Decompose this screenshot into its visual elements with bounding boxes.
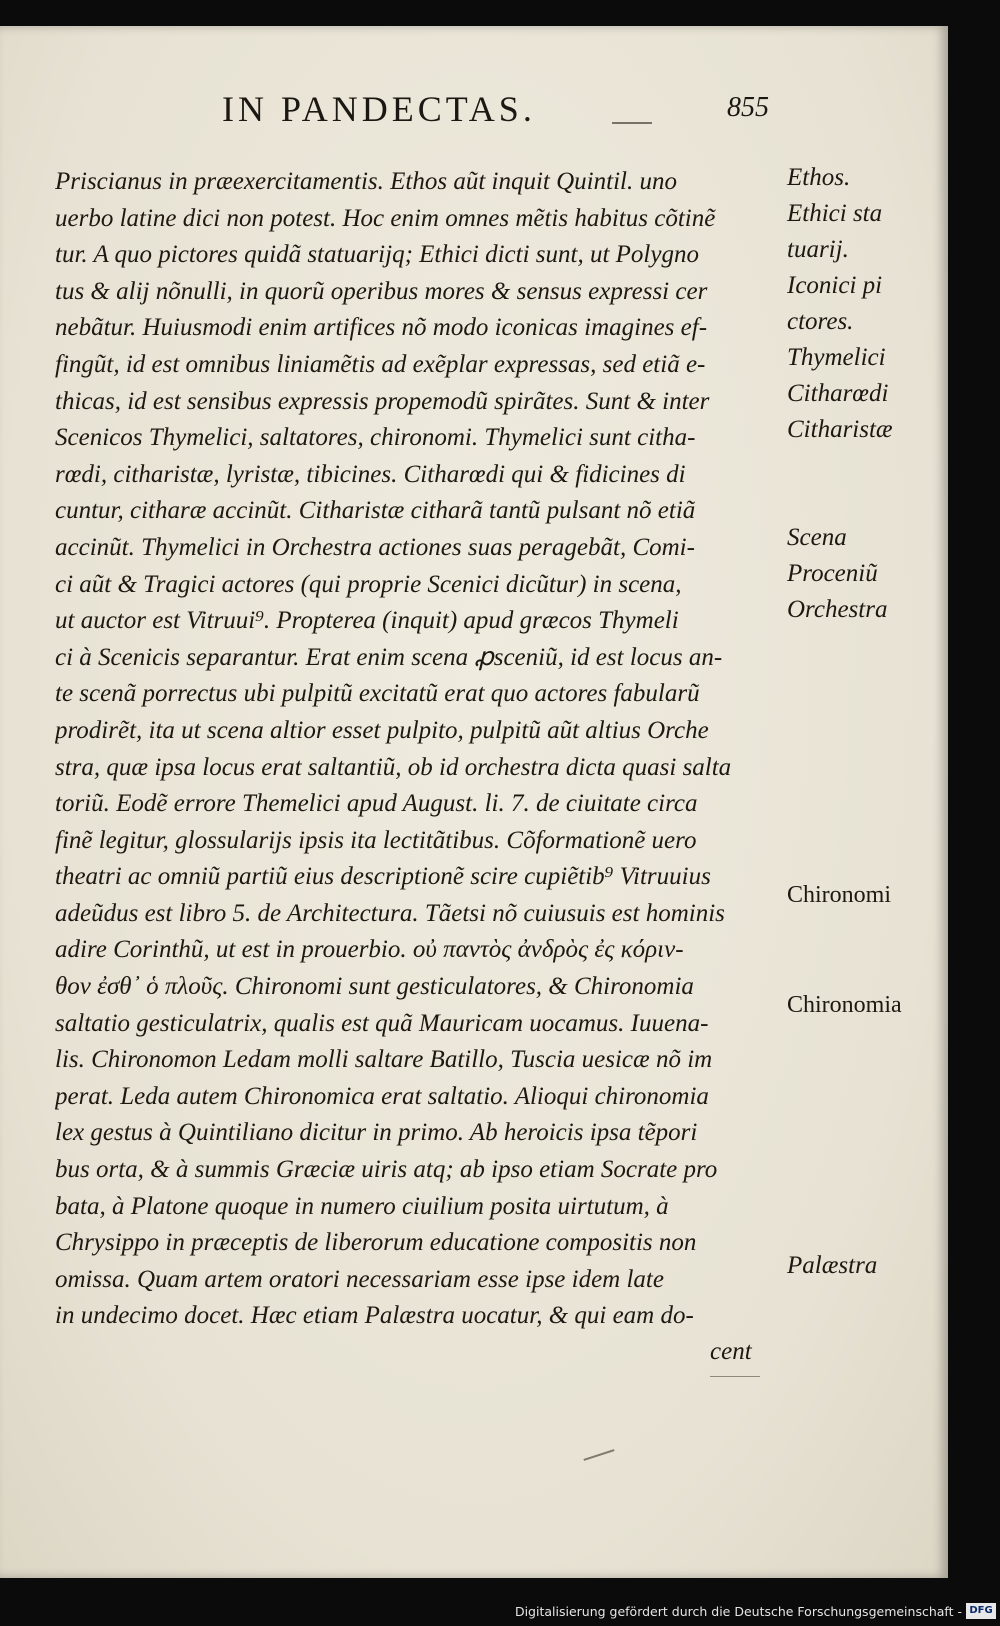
text-line: Chrysippo in præceptis de liberorum educatione compositis non [55, 1229, 697, 1257]
margin-note: Proceniũ [787, 560, 878, 587]
text-line: te scenã porrectus ubi pulpitũ excitatũ erat quo actores fabularũ [55, 680, 700, 708]
text-line: lis. Chironomon Ledam molli saltare Batillo, Tuscia uesicæ nõ im [55, 1046, 713, 1074]
book-page [0, 26, 948, 1578]
text-line: fingũt, id est omnibus liniamẽtis ad exẽplar expressas, sed etiã e- [55, 350, 706, 378]
text-line: rœdi, citharistæ, lyristæ, tibicines. Citharœdi qui & fidicines di [55, 460, 686, 488]
text-line: ci aũt & Tragici actores (qui proprie Scenici dicũtur) in scena, [55, 570, 682, 598]
text-line: in undecimo docet. Hæc etiam Palæstra uocatur, & qui eam do- [55, 1302, 694, 1330]
text-line: perat. Leda autem Chironomica erat saltatio. Alioqui chironomia [55, 1082, 709, 1110]
text-line: finẽ legitur, glossularijs ipsis ita lectitãtibus. Cõformationẽ uero [55, 826, 697, 854]
text-line: accinũt. Thymelici in Orchestra actiones suas peragebãt, Comi- [55, 533, 695, 561]
text-line: Priscianus in præexercitamentis. Ethos aũt inquit Quintil. uno [55, 168, 677, 195]
running-title: IN PANDECTAS. [222, 89, 536, 129]
text-line: uerbo latine dici non potest. Hoc enim omnes mẽtis habitus cõtinẽ [55, 204, 716, 232]
main-text-block [55, 164, 755, 1335]
catchword: cent [710, 1338, 752, 1365]
margin-note: tuarij. [787, 236, 849, 263]
page-number: 855 [727, 92, 769, 123]
text-line: tur. A quo pictores quidã statuarijq; Ethici dicti sunt, ut Polygno [55, 241, 699, 269]
text-line: theatri ac omniũ partiũ eius descriptionẽ scire cupiẽtib⁹ Vitruuius [55, 863, 711, 891]
page-header [0, 88, 948, 138]
margin-note: Iconici pi [787, 272, 883, 299]
text-line: ut auctor est Vitruui⁹. Propterea (inquit) apud græcos Thymeli [55, 607, 679, 635]
text-line: tus & alij nõnulli, in quorũ operibus mores & sensus expressi cer [55, 277, 708, 305]
text-line: stra, quæ ipsa locus erat saltantiũ, ob id orchestra dicta quasi salta [55, 753, 732, 781]
text-line: adeũdus est libro 5. de Architectura. Tãetsi nõ cuiusuis est hominis [55, 899, 725, 927]
margin-note: ctores. [787, 308, 854, 335]
margin-note: Ethos. [787, 164, 851, 191]
text-line: nebãtur. Huiusmodi enim artifices nõ modo iconicas imagines ef- [55, 314, 708, 342]
catchword-rule [710, 1376, 760, 1377]
text-line: lex gestus à Quintiliano dicitur in primo. Ab heroicis ipsa tẽpori [55, 1119, 698, 1147]
margin-note: Chironomia [787, 992, 902, 1018]
margin-note: Chironomi [787, 882, 892, 908]
text-line: bus orta, & à summis Græciæ uiris atq; ab ipso etiam Socrate pro [55, 1156, 718, 1184]
text-line: bata, à Platone quoque in numero ciuilium posita uirtutum, à [55, 1192, 669, 1220]
text-line: thicas, id est sensibus expressis propemodũ spirãtes. Sunt & inter [55, 387, 710, 415]
funding-credit: Digitalisierung gefördert durch die Deutsche Forschungsgemeinschaft - [514, 1604, 962, 1619]
digitization-footer [0, 1600, 1000, 1626]
text-line: prodirẽt, ita ut scena altior esset pulpito, pulpitũ aũt altius Orche [55, 716, 709, 744]
text-line: adire Corinthũ, ut est in prouerbio. οὐ παντὸς ἀνδρὸς ἐς κόριν- [55, 936, 684, 964]
margin-note: Citharistæ [787, 416, 893, 443]
text-line: θον ἐσθ᾽ ὁ πλοῦς. Chironomi sunt gesticulatores, & Chironomia [55, 973, 694, 1001]
margin-note: Palæstra [787, 1252, 878, 1279]
text-line: Scenicos Thymelici, saltatores, chironomi. Thymelici sunt citha- [55, 424, 696, 452]
text-line: omissa. Quam artem oratori necessariam esse ipse idem late [55, 1265, 664, 1293]
margin-note: Thymelici [787, 344, 886, 371]
margin-note: Orchestra [787, 596, 888, 623]
ink-mark [583, 1449, 614, 1461]
text-line: saltatio gesticulatrix, qualis est quã Mauricam uocamus. Iuuena- [55, 1009, 709, 1037]
text-line: ci à Scenicis separantur. Erat enim scena ꝓsceniũ, id est locus an- [55, 643, 723, 671]
text-line: toriũ. Eodẽ errore Themelici apud August. li. 7. de ciuitate circa [55, 790, 698, 818]
margin-note: Scena [787, 524, 847, 551]
ornament-dash [612, 122, 652, 124]
dfg-logo: DFG [966, 1603, 996, 1619]
text-line: cuntur, citharæ accinũt. Citharistæ citharã tantũ pulsant nõ etiã [55, 497, 696, 525]
margin-note: Citharœdi [787, 380, 889, 407]
margin-note: Ethici sta [787, 200, 883, 227]
